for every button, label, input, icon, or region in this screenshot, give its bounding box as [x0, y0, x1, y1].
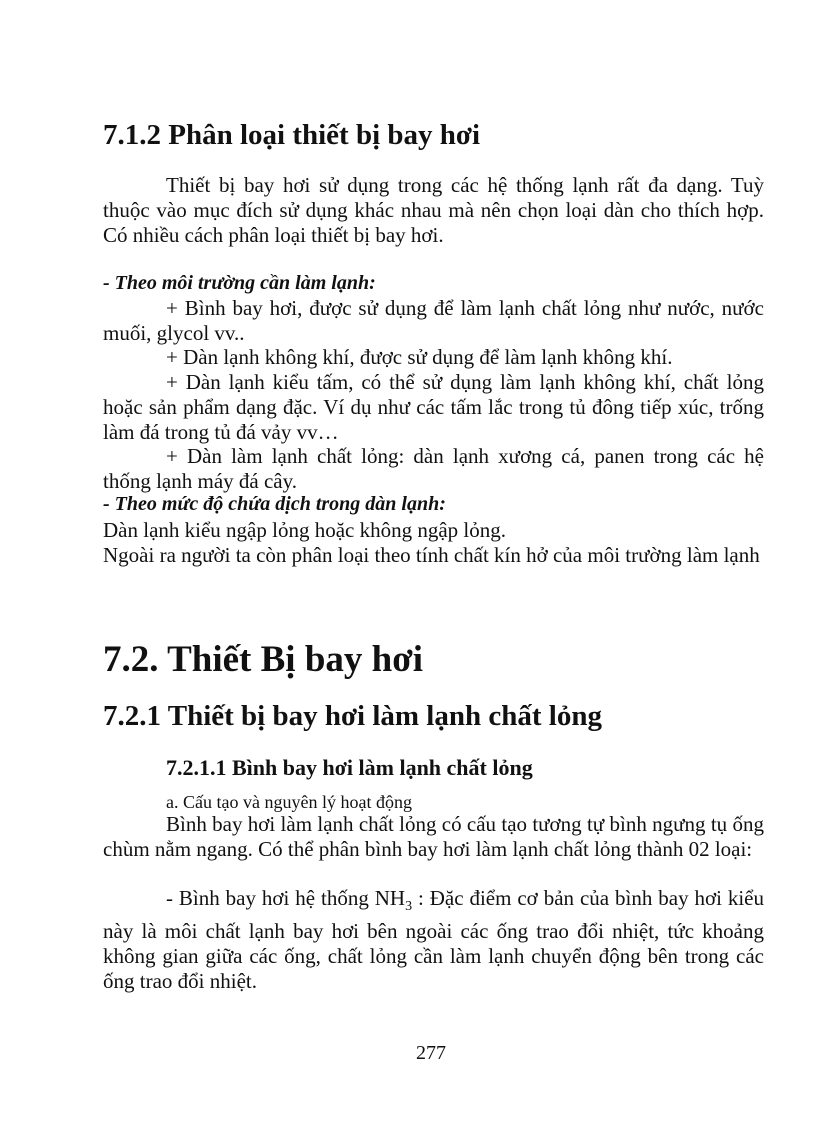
- group1-item-2: + Dàn lạnh không khí, được sử dụng để làm lạnh không khí.: [166, 345, 673, 369]
- section-heading-7-2-1: 7.2.1 Thiết bị bay hơi làm lạnh chất lỏng: [103, 700, 602, 732]
- intro-paragraph: Thiết bị bay hơi sử dụng trong các hệ thống lạnh rất đa dạng. Tuỳ thuộc vào mục đích sử dụng khác nhau mà nên chọn loại dàn cho thích hợp. Có nhiều cách phân loại thiết bị bay hơi.: [103, 173, 764, 247]
- section-heading-7-1-2: 7.1.2 Phân loại thiết bị bay hơi: [103, 119, 481, 151]
- paragraph-structure: Bình bay hơi làm lạnh chất lỏng có cấu tạo tương tự bình ngưng tụ ống chùm nằm ngang. Có thể phân bình bay hơi làm lạnh chất lỏng thành 02 loại:: [103, 812, 764, 861]
- chapter-heading-7-2: 7.2. Thiết Bị bay hơi: [103, 639, 423, 680]
- label-a: a. Cấu tạo và nguyên lý hoạt động: [166, 792, 412, 812]
- closing-paragraph: Ngoài ra người ta còn phân loại theo tính chất kín hở của môi trường làm lạnh: [103, 543, 760, 567]
- group1-item-4: + Dàn làm lạnh chất lỏng: dàn lạnh xương cá, panen trong các hệ thống lạnh máy đá cây.: [103, 444, 764, 493]
- group1-title: - Theo môi trường cần làm lạnh:: [103, 272, 376, 294]
- group2-title: - Theo mức độ chứa dịch trong dàn lạnh:: [103, 493, 446, 515]
- group2-text: Dàn lạnh kiểu ngập lỏng hoặc không ngập lỏng.: [103, 518, 506, 542]
- group1-item-1: + Bình bay hơi, được sử dụng để làm lạnh chất lỏng như nước, nước muối, glycol vv..: [103, 296, 764, 345]
- paragraph-nh3-evaporator: - Bình bay hơi hệ thống $NH_3$ : Đặc điểm cơ bản của bình bay hơi kiểu này là môi chất lạnh bay hơi bên ngoài các ống trao đổi nhiệt, tức khoảng không gian giữa các ống, chất lỏng cần làm lạnh chuyển động bên trong các ống trao đổi nhiệt.: [103, 886, 764, 994]
- page-number: 277: [416, 1042, 446, 1064]
- subsection-heading-7-2-1-1: 7.2.1.1 Bình bay hơi làm lạnh chất lỏng: [166, 755, 533, 780]
- group1-item-3: + Dàn lạnh kiểu tấm, có thể sử dụng làm lạnh không khí, chất lỏng hoặc sản phẩm dạng đặc. Ví dụ như các tấm lắc trong tủ đông tiếp xúc, trống làm đá trong tủ đá vảy vv…: [103, 370, 764, 444]
